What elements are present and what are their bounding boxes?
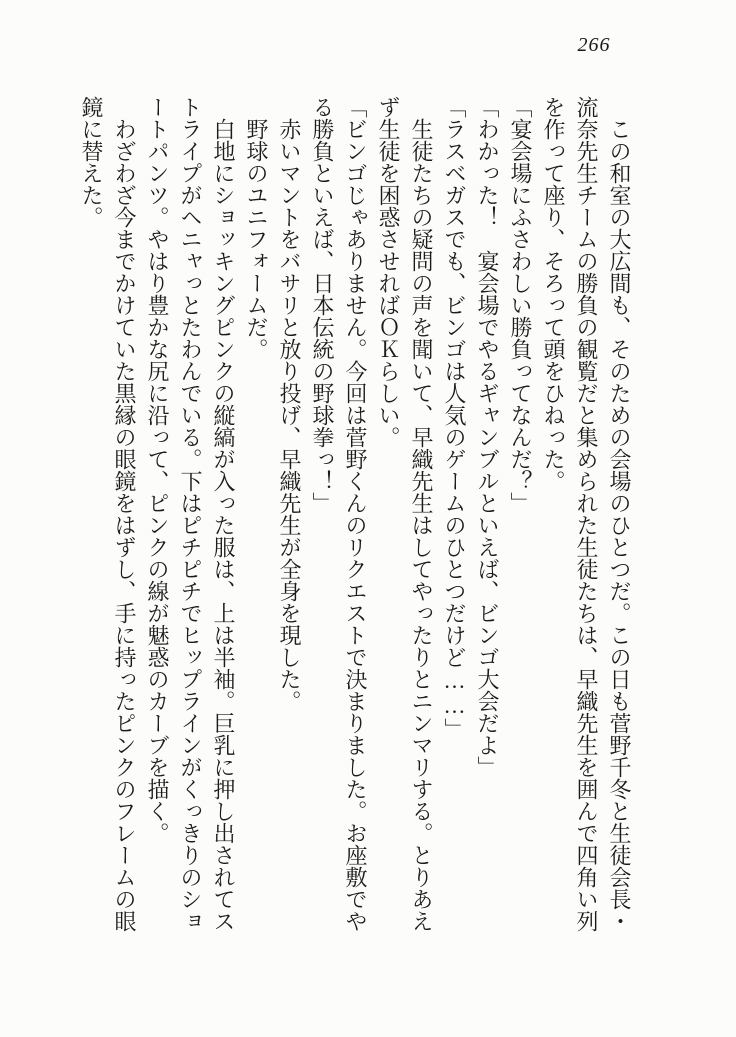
body-text [74, 96, 636, 956]
text-line: 赤いマントをバサリと放り投げ、早織先生が全身を現した。 [277, 118, 302, 712]
text-line: 流奈先生チームの勝負の観覧だと集められた生徒たちは、早織先生を囲んで四角い列 [574, 96, 599, 932]
text-line: この和室の大広間も、そのための会場のひとつだ。この日も菅野千冬と生徒会長・ [607, 118, 632, 932]
page-number: 266 [577, 34, 611, 56]
text-line: ず生徒を困惑させればＯＫらしい。 [376, 96, 401, 448]
text-line: る勝負といえば、日本伝統の野球拳っ！」 [310, 96, 335, 514]
text-line: 鏡に替えた。 [79, 96, 104, 228]
text-line: 「わかった！ 宴会場でやるギャンブルといえば、ビンゴ大会だよ」 [475, 96, 500, 778]
text-line: 生徒たちの疑問の声を聞いて、早織先生はしてやったりとニンマリする。とりあえ [409, 118, 434, 932]
text-line: わざわざ今までかけていた黒縁の眼鏡をはずし、手に持ったピンクのフレームの眼 [112, 118, 137, 932]
text-line: 野球のユニフォームだ。 [244, 118, 269, 360]
text-line: 「宴会場にふさわしい勝負ってなんだ？」 [508, 96, 533, 514]
text-line: ートパンツ。やはり豊かな尻に沿って、ピンクの線が魅惑のカーブを描く。 [145, 96, 170, 844]
text-line: を作って座り、そろって頭をひねった。 [541, 96, 566, 492]
text-line: トライプがヘニャっとたわんでいる。下はピチピチでヒップラインがくっきりのショ [178, 96, 203, 932]
text-line: 「ビンゴじゃありません。今回は菅野くんのリクエストで決まりました。お座敷でや [343, 96, 368, 932]
text-line: 白地にショッキングピンクの縦縞が入った服は、上は半袖。巨乳に押し出されてス [211, 118, 236, 932]
text-line: 「ラスベガスでも、ビンゴは人気のゲームのひとつだけど……」 [442, 96, 467, 740]
